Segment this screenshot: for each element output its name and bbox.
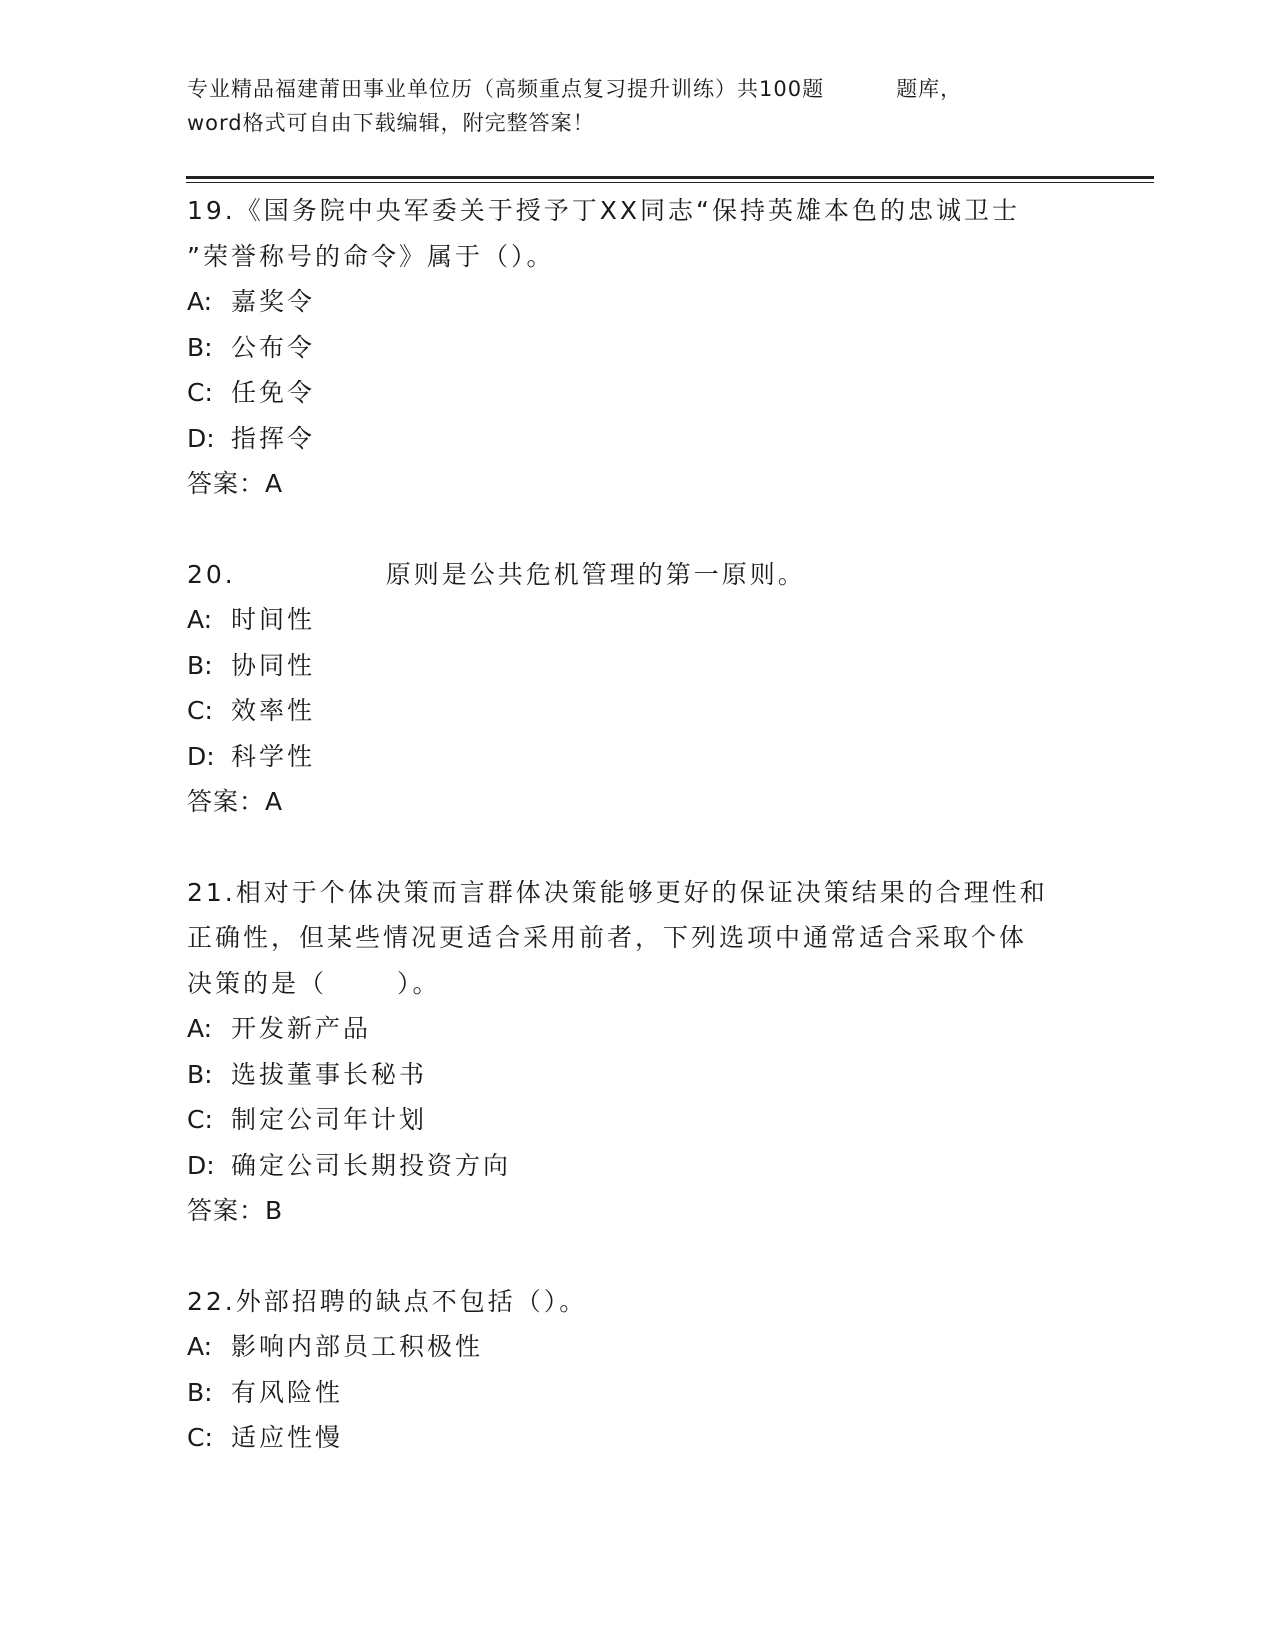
option-c [187, 1415, 1087, 1461]
option-b [187, 325, 1087, 371]
option-a [187, 1006, 1087, 1052]
question-20 [187, 552, 1087, 825]
option-b [187, 643, 1087, 689]
option-key: A: [187, 1332, 213, 1361]
option-key: C: [187, 1423, 213, 1452]
option-a [187, 597, 1087, 643]
question-text-line: 19.《国务院中央军委关于授予丁XX同志“保持英雄本色的忠诚卫士 [187, 196, 1020, 225]
question-text: 决策的是（ [187, 968, 328, 998]
document-header [187, 72, 1067, 140]
header-line-2: word格式可自由下载编辑，附完整答案！ [187, 111, 595, 135]
option-text: 公布令 [231, 332, 316, 362]
question-22 [187, 1279, 1087, 1461]
question-text-line: 21.相对于个体决策而言群体决策能够更好的保证决策结果的合理性和 [187, 877, 1048, 907]
question-text-line [187, 552, 1087, 598]
answer-line: 答案：A [187, 469, 284, 498]
question-text: 原则是公共危机管理的第一原则。 [385, 559, 806, 589]
option-key: C: [187, 378, 213, 407]
header-line-1 [187, 72, 1067, 106]
answer-line: 答案：B [187, 1196, 284, 1225]
option-b [187, 1370, 1087, 1416]
question-text-line: 22.外部招聘的缺点不包括（）。 [187, 1286, 588, 1316]
option-text: 确定公司长期投资方向 [231, 1150, 512, 1180]
option-text: 有风险性 [231, 1377, 344, 1407]
option-key: A: [187, 1014, 213, 1043]
option-text: 影响内部员工积极性 [231, 1332, 484, 1361]
question-number: 20. [187, 559, 236, 589]
option-text: 开发新产品 [231, 1014, 372, 1043]
option-c [187, 688, 1087, 734]
question-text-line [187, 961, 1087, 1007]
option-text: 选拔董事长秘书 [231, 1059, 428, 1089]
option-key: B: [187, 1377, 213, 1407]
option-text: 适应性慢 [231, 1423, 344, 1452]
option-text: 效率性 [231, 696, 316, 725]
question-19 [187, 188, 1087, 507]
header-title-suffix: 题库， [896, 77, 963, 101]
option-key: B: [187, 332, 213, 362]
question-list [187, 188, 1087, 1506]
option-key: D: [187, 1150, 215, 1180]
option-d [187, 734, 1087, 780]
option-b [187, 1052, 1087, 1098]
question-21 [187, 870, 1087, 1234]
option-d [187, 1143, 1087, 1189]
option-key: A: [187, 287, 213, 316]
option-a [187, 1324, 1087, 1370]
header-divider-thin [186, 182, 1154, 183]
header-divider-thick [186, 176, 1154, 179]
option-text: 指挥令 [231, 423, 316, 453]
option-key: C: [187, 1105, 213, 1134]
option-text: 嘉奖令 [231, 287, 316, 316]
option-key: D: [187, 423, 215, 453]
option-c [187, 370, 1087, 416]
question-text-line: ”荣誉称号的命令》属于（）。 [187, 241, 555, 271]
question-text: ）。 [397, 968, 441, 998]
option-c [187, 1097, 1087, 1143]
header-title: 专业精品福建莆田事业单位历（高频重点复习提升训练）共100题 [187, 77, 825, 101]
option-text: 时间性 [231, 605, 316, 634]
option-text: 任免令 [231, 378, 316, 407]
question-text-line: 正确性，但某些情况更适合采用前者，下列选项中通常适合采取个体 [187, 923, 1028, 952]
option-text: 制定公司年计划 [231, 1105, 428, 1134]
option-key: A: [187, 605, 213, 634]
option-a [187, 279, 1087, 325]
option-key: D: [187, 741, 215, 771]
option-key: C: [187, 696, 213, 725]
answer-line: 答案：A [187, 787, 284, 816]
option-d [187, 416, 1087, 462]
option-text: 协同性 [231, 650, 316, 680]
option-text: 科学性 [231, 741, 316, 771]
option-key: B: [187, 1059, 213, 1089]
option-key: B: [187, 650, 213, 680]
